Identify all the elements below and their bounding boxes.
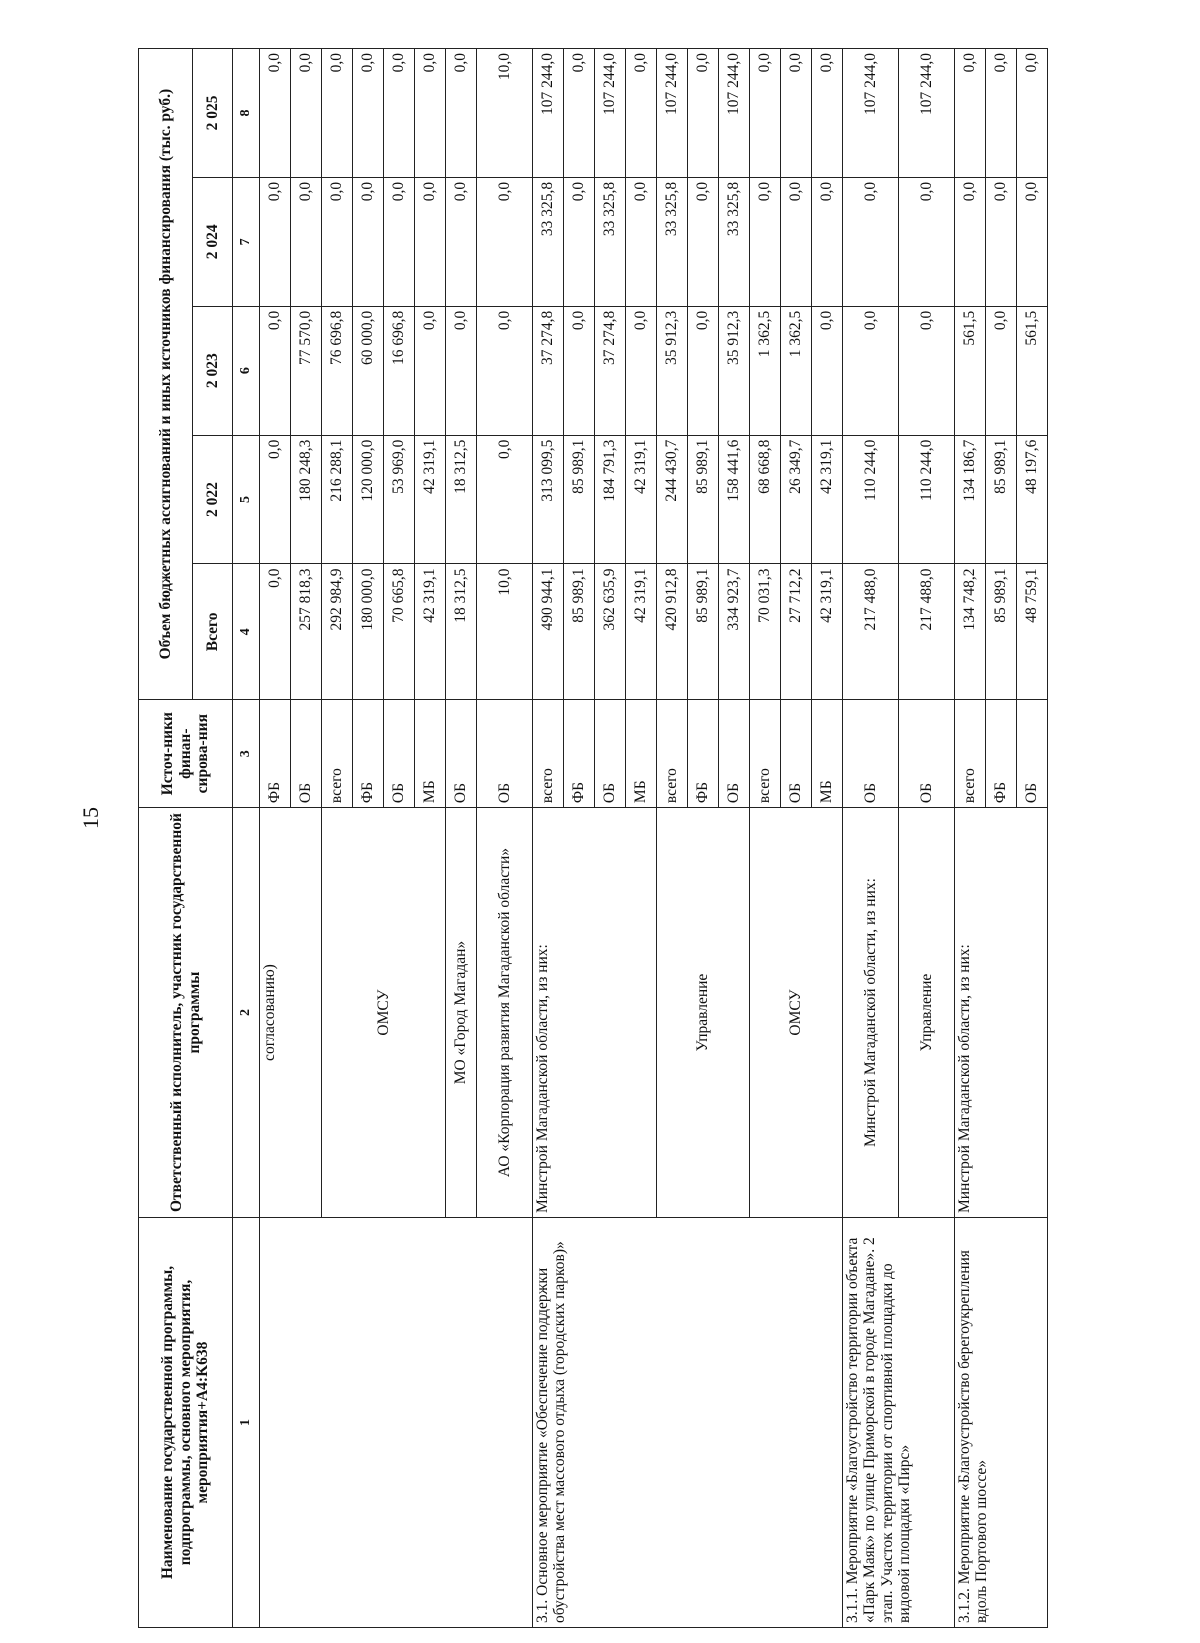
- year-2022-cell: 184 791,3: [595, 435, 626, 564]
- header-executor: Ответственный исполнитель, участник государственной программы: [139, 808, 233, 1218]
- source-cell: всего: [750, 700, 781, 808]
- total-cell: 85 989,1: [688, 564, 719, 700]
- year-2023-cell: 37 274,8: [533, 306, 564, 435]
- year-2024-cell: 0,0: [415, 177, 446, 306]
- executor-cell: Управление: [899, 808, 955, 1218]
- total-cell: 362 635,9: [595, 564, 626, 700]
- year-2025-cell: 107 244,0: [843, 49, 899, 178]
- header-year-2022: 2 022: [193, 435, 233, 564]
- source-cell: МБ: [812, 700, 843, 808]
- total-cell: 217 488,0: [843, 564, 899, 700]
- year-2024-cell: 0,0: [955, 177, 986, 306]
- total-cell: 134 748,2: [955, 564, 986, 700]
- year-2023-cell: 60 000,0: [353, 306, 384, 435]
- program-name-cell: 3.1. Основное мероприятие «Обеспечение поддержки обустройства мест массового отдыха (городских парков)»: [533, 1218, 843, 1628]
- program-name-cell: 3.1.2. Мероприятие «Благоустройство берегоукрепления вдоль Портового шоссе»: [955, 1218, 1048, 1628]
- total-cell: 48 759,1: [1017, 564, 1048, 700]
- total-cell: 27 712,2: [781, 564, 812, 700]
- header-budget-group: Объем бюджетных ассигнований и иных источников финансирования (тыс. руб.): [139, 49, 193, 700]
- year-2023-cell: 76 696,8: [322, 306, 353, 435]
- program-name-cell: 3.1.1. Мероприятие «Благоустройство территории объекта «Парк Маяк» по улице Приморской в городе Магадане». 2 этап. Участок территории от спортивной площадки до видовой площадки «Пирс»: [843, 1218, 955, 1628]
- source-cell: всего: [533, 700, 564, 808]
- column-index: 1: [233, 1218, 260, 1628]
- year-2023-cell: 0,0: [260, 306, 291, 435]
- year-2024-cell: 0,0: [688, 177, 719, 306]
- year-2024-cell: 0,0: [322, 177, 353, 306]
- year-2023-cell: 77 570,0: [291, 306, 322, 435]
- executor-cell: Минстрой Магаданской области, из них:: [843, 808, 899, 1218]
- total-cell: 42 319,1: [812, 564, 843, 700]
- header-year-2023: 2 023: [193, 306, 233, 435]
- year-2024-cell: 0,0: [446, 177, 477, 306]
- year-2024-cell: 0,0: [353, 177, 384, 306]
- executor-cell: Управление: [657, 808, 750, 1218]
- year-2022-cell: 42 319,1: [812, 435, 843, 564]
- year-2025-cell: 0,0: [353, 49, 384, 178]
- year-2025-cell: 107 244,0: [657, 49, 688, 178]
- column-index: 2: [233, 808, 260, 1218]
- year-2025-cell: 0,0: [384, 49, 415, 178]
- year-2024-cell: 0,0: [781, 177, 812, 306]
- source-cell: ОБ: [446, 700, 477, 808]
- year-2023-cell: 0,0: [477, 306, 533, 435]
- year-2022-cell: 0,0: [477, 435, 533, 564]
- program-name-cell-empty: [260, 1218, 533, 1628]
- year-2023-cell: 16 696,8: [384, 306, 415, 435]
- year-2025-cell: 0,0: [955, 49, 986, 178]
- year-2023-cell: 0,0: [626, 306, 657, 435]
- year-2025-cell: 10,0: [477, 49, 533, 178]
- executor-cell: АО «Корпорация развития Магаданской области»: [477, 808, 533, 1218]
- table-row: [955, 49, 986, 1628]
- source-cell: ФБ: [260, 700, 291, 808]
- total-cell: 490 944,1: [533, 564, 564, 700]
- year-2022-cell: 0,0: [260, 435, 291, 564]
- total-cell: 18 312,5: [446, 564, 477, 700]
- year-2024-cell: 0,0: [626, 177, 657, 306]
- total-cell: 292 984,9: [322, 564, 353, 700]
- year-2024-cell: 0,0: [812, 177, 843, 306]
- year-2025-cell: 107 244,0: [899, 49, 955, 178]
- year-2023-cell: 0,0: [812, 306, 843, 435]
- source-cell: МБ: [415, 700, 446, 808]
- year-2025-cell: 0,0: [1017, 49, 1048, 178]
- total-cell: 180 000,0: [353, 564, 384, 700]
- year-2022-cell: 53 969,0: [384, 435, 415, 564]
- year-2023-cell: 0,0: [564, 306, 595, 435]
- year-2023-cell: 0,0: [899, 306, 955, 435]
- executor-cell: МО «Город Магадан»: [446, 808, 477, 1218]
- year-2024-cell: 33 325,8: [719, 177, 750, 306]
- year-2022-cell: 313 099,5: [533, 435, 564, 564]
- column-index: 3: [233, 700, 260, 808]
- total-cell: 42 319,1: [626, 564, 657, 700]
- source-cell: ФБ: [986, 700, 1017, 808]
- source-cell: ФБ: [688, 700, 719, 808]
- rotated-table-wrapper: [138, 48, 1080, 1628]
- source-cell: ОБ: [843, 700, 899, 808]
- source-cell: ОБ: [719, 700, 750, 808]
- total-cell: 217 488,0: [899, 564, 955, 700]
- year-2023-cell: 561,5: [955, 306, 986, 435]
- column-index: 7: [233, 177, 260, 306]
- year-2022-cell: 110 244,0: [843, 435, 899, 564]
- source-cell: ОБ: [595, 700, 626, 808]
- year-2024-cell: 0,0: [899, 177, 955, 306]
- year-2025-cell: 0,0: [781, 49, 812, 178]
- source-cell: ФБ: [564, 700, 595, 808]
- year-2025-cell: 0,0: [564, 49, 595, 178]
- year-2025-cell: 0,0: [322, 49, 353, 178]
- year-2024-cell: 0,0: [291, 177, 322, 306]
- year-2024-cell: 0,0: [750, 177, 781, 306]
- source-cell: всего: [955, 700, 986, 808]
- header-year-2024: 2 024: [193, 177, 233, 306]
- year-2023-cell: 0,0: [446, 306, 477, 435]
- total-cell: 257 818,3: [291, 564, 322, 700]
- header-total: Всего: [193, 564, 233, 700]
- total-cell: 10,0: [477, 564, 533, 700]
- executor-cell: Минстрой Магаданской области, из них:: [955, 808, 1048, 1218]
- table-row: [260, 49, 291, 1628]
- source-cell: всего: [657, 700, 688, 808]
- year-2023-cell: 0,0: [843, 306, 899, 435]
- total-cell: 420 912,8: [657, 564, 688, 700]
- column-index: 4: [233, 564, 260, 700]
- total-cell: 0,0: [260, 564, 291, 700]
- year-2023-cell: 35 912,3: [657, 306, 688, 435]
- year-2022-cell: 26 349,7: [781, 435, 812, 564]
- year-2022-cell: 18 312,5: [446, 435, 477, 564]
- year-2022-cell: 85 989,1: [564, 435, 595, 564]
- year-2022-cell: 68 668,8: [750, 435, 781, 564]
- year-2024-cell: 0,0: [1017, 177, 1048, 306]
- source-cell: ФБ: [353, 700, 384, 808]
- column-index: 5: [233, 435, 260, 564]
- source-cell: ОБ: [781, 700, 812, 808]
- year-2024-cell: 0,0: [477, 177, 533, 306]
- total-cell: 334 923,7: [719, 564, 750, 700]
- year-2024-cell: 0,0: [384, 177, 415, 306]
- total-cell: 70 665,8: [384, 564, 415, 700]
- year-2023-cell: 1 362,5: [750, 306, 781, 435]
- header-source: Источ-ники финан-сирова-ния: [139, 700, 233, 808]
- total-cell: 42 319,1: [415, 564, 446, 700]
- year-2022-cell: 85 989,1: [688, 435, 719, 564]
- source-cell: ОБ: [1017, 700, 1048, 808]
- year-2023-cell: 561,5: [1017, 306, 1048, 435]
- year-2024-cell: 33 325,8: [657, 177, 688, 306]
- year-2022-cell: 244 430,7: [657, 435, 688, 564]
- year-2022-cell: 134 186,7: [955, 435, 986, 564]
- year-2022-cell: 42 319,1: [626, 435, 657, 564]
- executor-cell: ОМСУ: [322, 808, 446, 1218]
- year-2023-cell: 37 274,8: [595, 306, 626, 435]
- total-cell: 70 031,3: [750, 564, 781, 700]
- page-number: 15: [78, 807, 103, 829]
- year-2025-cell: 0,0: [626, 49, 657, 178]
- year-2023-cell: 0,0: [415, 306, 446, 435]
- year-2025-cell: 0,0: [986, 49, 1017, 178]
- budget-table: [138, 48, 1048, 1628]
- year-2025-cell: 0,0: [446, 49, 477, 178]
- table-row: [533, 49, 564, 1628]
- total-cell: 85 989,1: [564, 564, 595, 700]
- year-2022-cell: 42 319,1: [415, 435, 446, 564]
- year-2025-cell: 0,0: [812, 49, 843, 178]
- year-2025-cell: 107 244,0: [719, 49, 750, 178]
- year-2023-cell: 0,0: [986, 306, 1017, 435]
- source-cell: ОБ: [291, 700, 322, 808]
- source-cell: всего: [322, 700, 353, 808]
- year-2023-cell: 0,0: [688, 306, 719, 435]
- year-2025-cell: 107 244,0: [595, 49, 626, 178]
- year-2022-cell: 216 288,1: [322, 435, 353, 564]
- year-2022-cell: 120 000,0: [353, 435, 384, 564]
- year-2025-cell: 107 244,0: [533, 49, 564, 178]
- year-2022-cell: 85 989,1: [986, 435, 1017, 564]
- year-2023-cell: 1 362,5: [781, 306, 812, 435]
- header-year-2025: 2 025: [193, 49, 233, 178]
- year-2025-cell: 0,0: [291, 49, 322, 178]
- source-cell: МБ: [626, 700, 657, 808]
- table-row: [843, 49, 899, 1628]
- year-2022-cell: 158 441,6: [719, 435, 750, 564]
- year-2025-cell: 0,0: [688, 49, 719, 178]
- source-cell: ОБ: [899, 700, 955, 808]
- year-2025-cell: 0,0: [750, 49, 781, 178]
- year-2024-cell: 0,0: [260, 177, 291, 306]
- total-cell: 85 989,1: [986, 564, 1017, 700]
- year-2023-cell: 35 912,3: [719, 306, 750, 435]
- year-2022-cell: 48 197,6: [1017, 435, 1048, 564]
- year-2024-cell: 0,0: [986, 177, 1017, 306]
- year-2022-cell: 110 244,0: [899, 435, 955, 564]
- year-2022-cell: 180 248,3: [291, 435, 322, 564]
- year-2025-cell: 0,0: [415, 49, 446, 178]
- executor-cell: Минстрой Магаданской области, из них:: [533, 808, 657, 1218]
- executor-cell: согласованию): [260, 808, 322, 1218]
- year-2024-cell: 0,0: [843, 177, 899, 306]
- column-index: 6: [233, 306, 260, 435]
- column-index: 8: [233, 49, 260, 178]
- year-2024-cell: 0,0: [564, 177, 595, 306]
- source-cell: ОБ: [384, 700, 415, 808]
- header-program-name: Наименование государственной программы, подпрограммы, основного мероприятия, мероприятия+A4:K638: [139, 1218, 233, 1628]
- year-2025-cell: 0,0: [260, 49, 291, 178]
- source-cell: ОБ: [477, 700, 533, 808]
- year-2024-cell: 33 325,8: [595, 177, 626, 306]
- year-2024-cell: 33 325,8: [533, 177, 564, 306]
- executor-cell: ОМСУ: [750, 808, 843, 1218]
